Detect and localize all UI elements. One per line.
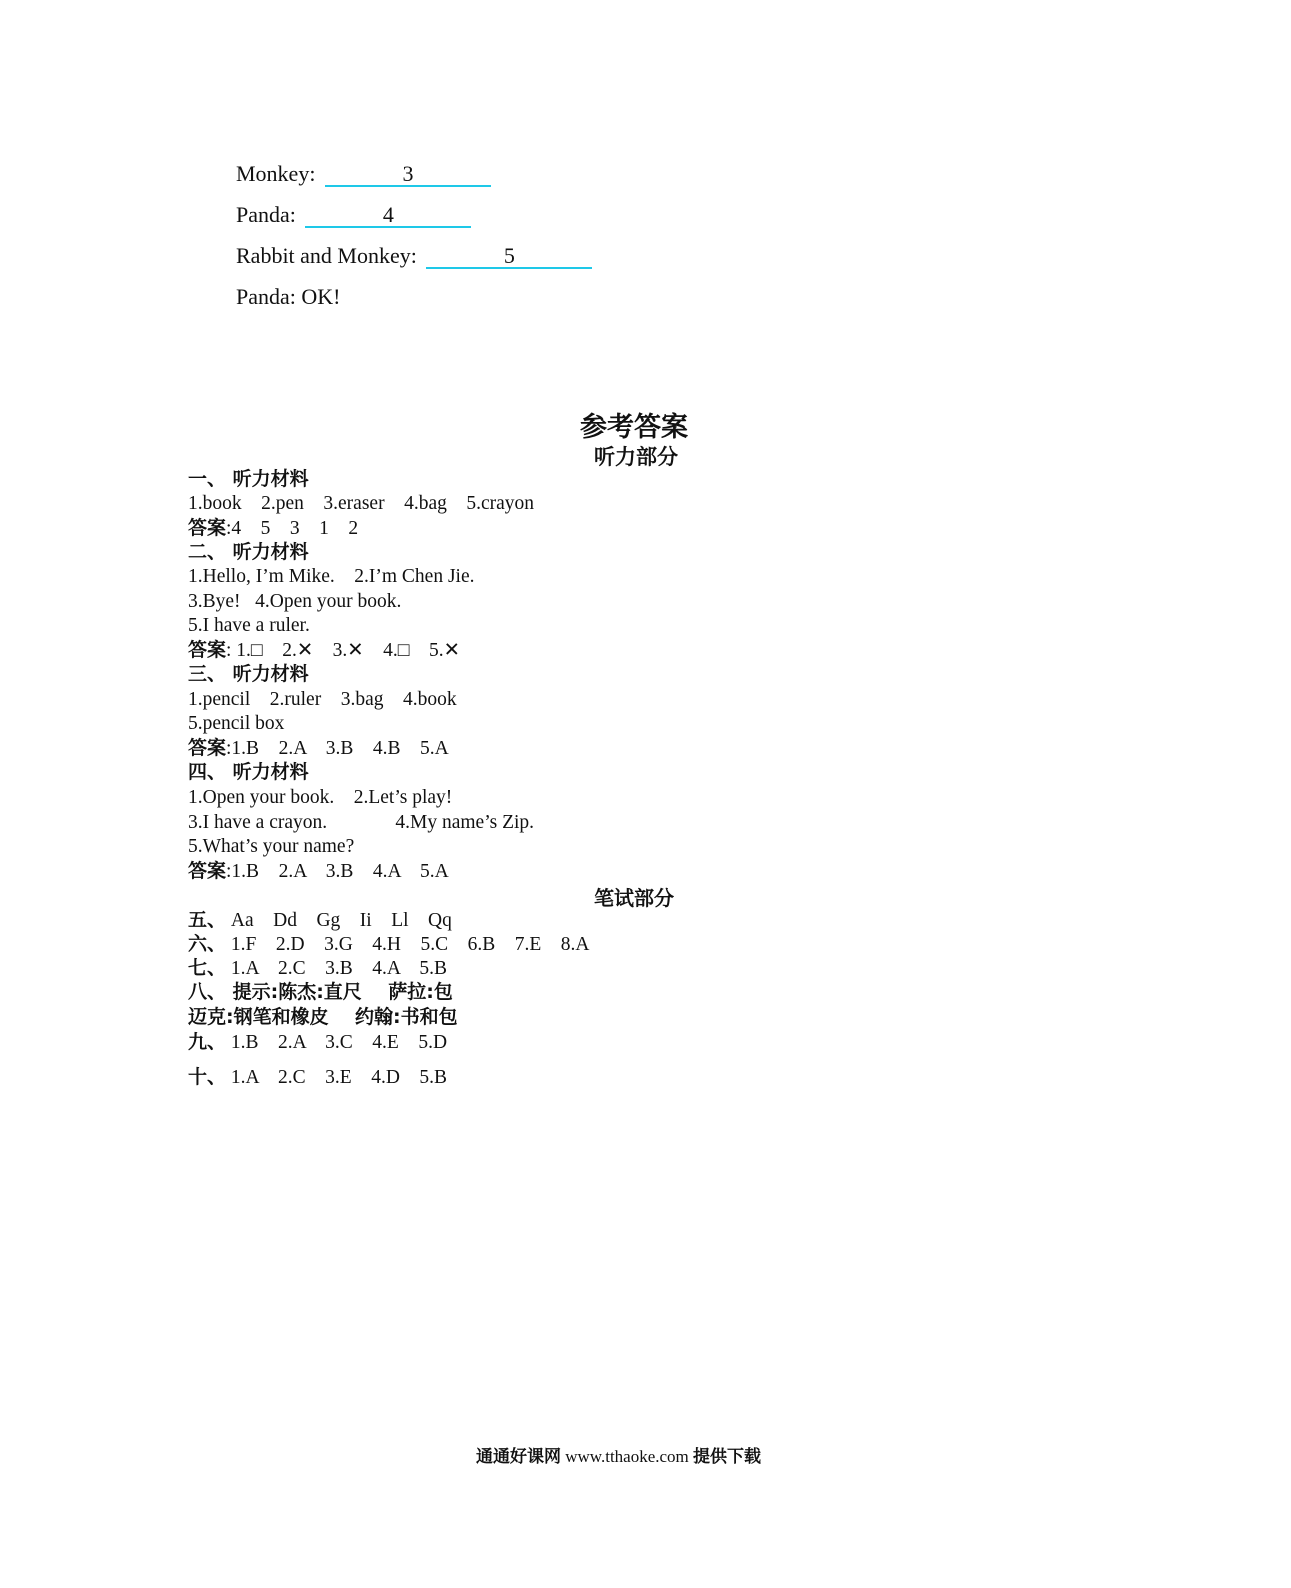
answer-text: Aa Dd Gg Ii Ll Qq xyxy=(226,910,452,931)
answer-blank xyxy=(325,161,491,187)
answer-label: 答案 xyxy=(188,737,227,759)
section-label: 九、 xyxy=(188,1031,227,1053)
section-7-answer xyxy=(188,956,447,981)
section-label: 五、 xyxy=(188,909,227,931)
section-4-line: 1.Open your book. 2.Let’s play! xyxy=(188,787,453,808)
section-8-line-1: 八、 提示:陈杰:直尺 萨拉:包 xyxy=(188,981,453,1003)
dialogue-speaker: Panda: OK! xyxy=(236,284,341,309)
answer-blank xyxy=(305,202,471,228)
section-2-line: 5.I have a ruler. xyxy=(188,615,310,636)
dialogue-speaker: Monkey: xyxy=(236,161,316,186)
dialogue-line-1 xyxy=(236,161,491,187)
answer-label: 答案 xyxy=(188,860,227,882)
page-footer xyxy=(476,1442,761,1467)
section-6-answer xyxy=(188,932,590,957)
answer-text: 1.A 2.C 3.E 4.D 5.B xyxy=(226,1067,448,1088)
answer-blank xyxy=(426,243,592,269)
dialogue-line-2 xyxy=(236,202,471,228)
section-4-answer xyxy=(188,859,449,884)
answer-text: 1.A 2.C 3.B 4.A 5.B xyxy=(226,958,448,979)
section-2-line: 3.Bye! 4.Open your book. xyxy=(188,591,402,612)
writing-heading: 笔试部分 xyxy=(594,886,674,910)
section-1-answer xyxy=(188,516,358,541)
section-1-material: 1.book 2.pen 3.eraser 4.bag 5.crayon xyxy=(188,493,535,514)
footer-url[interactable]: www.tthaoke.com xyxy=(565,1447,689,1466)
section-3-line: 1.pencil 2.ruler 3.bag 4.book xyxy=(188,689,457,710)
answer-text: 1.F 2.D 3.G 4.H 5.C 6.B 7.E 8.A xyxy=(226,934,590,955)
answer-text: :4 5 3 1 2 xyxy=(226,518,359,539)
dialogue-line-4 xyxy=(236,284,340,310)
dialogue-speaker: Rabbit and Monkey: xyxy=(236,243,417,268)
section-10-answer xyxy=(188,1065,447,1090)
section-9-answer xyxy=(188,1030,447,1055)
section-label: 七、 xyxy=(188,957,227,979)
answer-value: 4 xyxy=(382,202,394,227)
dialogue-line-3 xyxy=(236,243,592,269)
section-2-line: 1.Hello, I’m Mike. 2.I’m Chen Jie. xyxy=(188,566,475,587)
section-5-answer xyxy=(188,908,452,933)
section-4-heading: 四、 听力材料 xyxy=(188,761,309,783)
answer-label: 答案 xyxy=(188,639,227,661)
section-label: 六、 xyxy=(188,933,227,955)
section-2-heading: 二、 听力材料 xyxy=(188,541,309,563)
section-2-answer xyxy=(188,638,460,663)
answer-text: : 1.□ 2.✕ 3.✕ 4.□ 5.✕ xyxy=(226,640,461,661)
answer-value: 3 xyxy=(402,161,414,186)
footer-suffix: 提供下载 xyxy=(693,1447,762,1467)
section-4-line: 3.I have a crayon. 4.My name’s Zip. xyxy=(188,812,535,833)
footer-site-name: 通通好课网 xyxy=(476,1447,561,1467)
section-4-line: 5.What’s your name? xyxy=(188,836,355,857)
section-8-line-2: 迈克:钢笔和橡皮 约翰:书和包 xyxy=(188,1006,458,1028)
answer-value: 5 xyxy=(503,243,515,268)
answer-text: :1.B 2.A 3.B 4.A 5.A xyxy=(226,861,449,882)
answer-key-title: 参考答案 xyxy=(580,412,688,443)
section-3-answer xyxy=(188,736,449,761)
answer-label: 答案 xyxy=(188,517,227,539)
dialogue-speaker: Panda: xyxy=(236,202,296,227)
answer-text: :1.B 2.A 3.B 4.B 5.A xyxy=(226,738,449,759)
section-1-heading: 一、 听力材料 xyxy=(188,468,309,490)
answer-text: 1.B 2.A 3.C 4.E 5.D xyxy=(226,1032,448,1053)
listening-heading: 听力部分 xyxy=(594,445,678,469)
section-3-line: 5.pencil box xyxy=(188,713,285,734)
section-3-heading: 三、 听力材料 xyxy=(188,663,309,685)
section-label: 十、 xyxy=(188,1066,227,1088)
